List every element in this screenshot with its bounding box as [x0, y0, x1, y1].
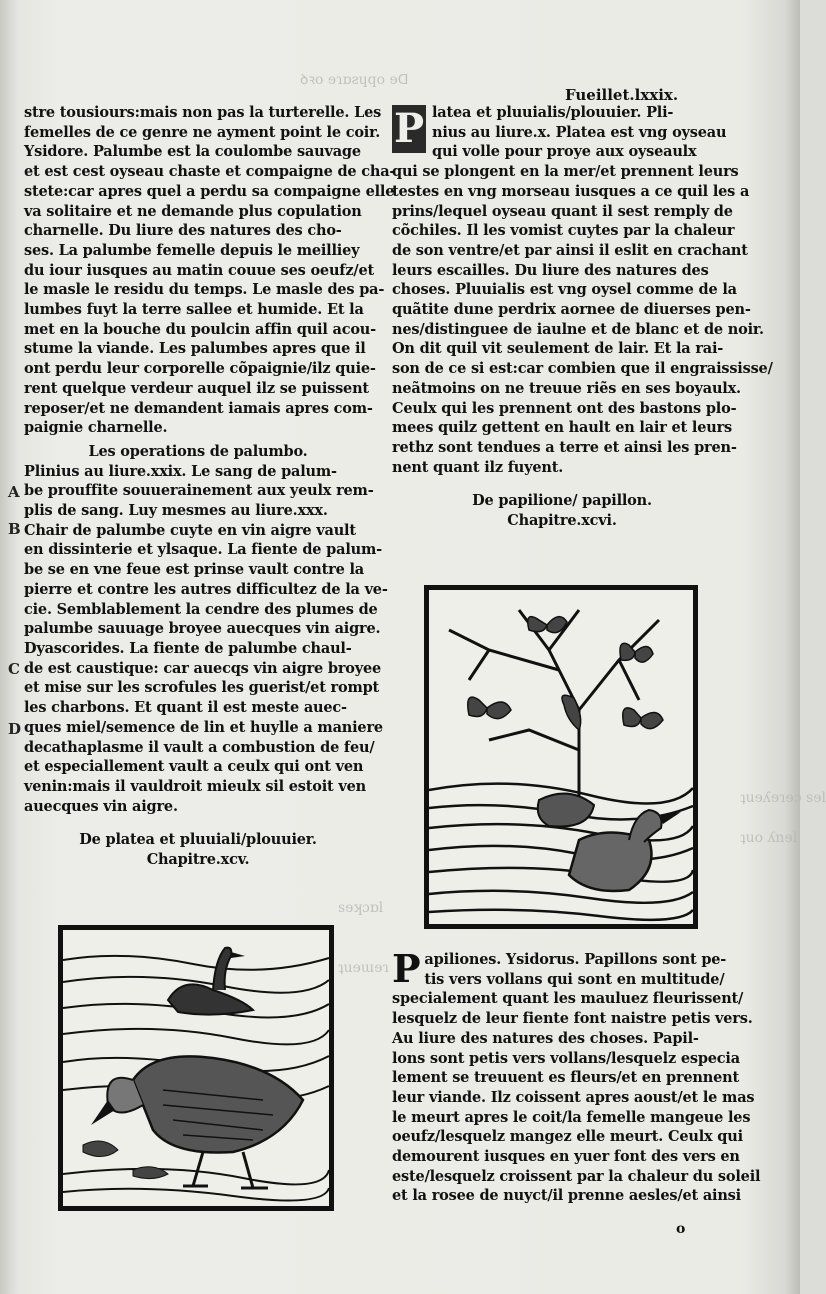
text-line: palumbe sauuage broyee auecques vin aigre.	[24, 620, 381, 638]
section-heading: Les operations de palumbo.	[88, 442, 308, 460]
text-line: met en la bouche du poulcin affin quil acou-	[24, 320, 376, 338]
left-column	[24, 103, 396, 870]
text-line: prins/lequel oyseau quant il sest remply de	[392, 202, 733, 220]
chapter-heading: De papilione/ papillon.	[472, 492, 652, 510]
text-line: decathaplasme il vault a combustion de feu/	[24, 738, 375, 756]
text-line: rent quelque verdeur auquel ilz se puissent	[24, 379, 369, 397]
text-line: choses. Pluuialis est vng oysel comme de la	[392, 281, 737, 299]
text-line: Chair de palumbe cuyte en vin aigre vault	[24, 521, 356, 539]
text-line: du iour iusques au matin couue ses oeufz/et	[24, 261, 374, 279]
text-line: latea et pluuialis/plouuier. Pli-	[432, 104, 674, 121]
text-line: et mise sur les scrofules les guerist/et rompt	[24, 679, 380, 697]
text-line: son de ce si est:car combien que il engraississe/	[392, 360, 773, 378]
text-line: mees quilz gettent en hault en lair et leurs	[392, 419, 732, 437]
woodcut-plover	[58, 925, 334, 1211]
text-line: le masle le residu du temps. Le masle des pa-	[24, 281, 385, 299]
text-line: va solitaire et ne demande plus copulation	[24, 202, 362, 220]
text-line: Dyascorides. La fiente de palumbe chaul-	[24, 639, 352, 657]
text-line: qui se plongent en la mer/et prennent leurs	[392, 163, 739, 181]
text-line: specialement quant les mauluez fleurissent/	[392, 990, 744, 1008]
text-line: On dit quil vit seulement de lair. Et la rai-	[392, 340, 724, 358]
chapter-initial: P	[392, 946, 421, 991]
text-line: qui volle pour proye aux oyseaulx	[432, 143, 697, 161]
text-line: tis vers vollans qui sont en multitude/	[424, 970, 725, 988]
right-column-lower	[392, 946, 761, 1206]
text-line: de son ventre/et par ainsi il eslit en crachant	[392, 241, 748, 259]
plover-woodcut-image	[63, 930, 329, 1206]
text-line: les charbons. Et quant il est meste auec-	[24, 699, 347, 717]
text-line: be se en vne feue est prinse vault contre la	[24, 561, 364, 579]
chapter-heading: De platea et pluuiali/plouuier.	[79, 831, 317, 849]
margin-note-b: B	[8, 520, 21, 538]
text-line: cõchiles. Il les vomist cuytes par la chaleur	[392, 222, 735, 240]
text-line: stume la viande. Les palumbes apres que il	[24, 340, 366, 358]
text-line: plis de sang. Luy mesmes au liure.xxx.	[24, 502, 328, 520]
text-line: este/lesquelz croissent par la chaleur du soleil	[392, 1167, 761, 1185]
running-head: Fueillet.lxxix.	[565, 86, 679, 104]
bleed-through-line: ʇuɘɯɘɿ	[338, 960, 389, 976]
text-line: lesquelz de leur fiente font naistre petis vers.	[392, 1010, 753, 1028]
text-line: auecques vin aigre.	[24, 797, 178, 815]
text-line: oeufz/lesquelz mangez elle meurt. Ceulx qui	[392, 1128, 743, 1146]
text-line: charnelle. Du liure des natures des cho-	[24, 222, 342, 240]
text-line: cie. Semblablement la cendre des plumes de	[24, 600, 378, 618]
text-line: leurs escailles. Du liure des natures des	[392, 261, 709, 279]
text-line: et especiallement vault a ceulx qui ont ven	[24, 758, 364, 776]
margin-note-d: D	[8, 720, 22, 738]
chapter-number: Chapitre.xcv.	[146, 851, 250, 869]
text-line: reposer/et ne demandent iamais apres com-	[24, 399, 373, 417]
bleed-through-line: ʇuɘʎɘɿɘɔ sɘl	[740, 790, 826, 806]
text-line: Au liure des natures des choses. Papil-	[392, 1029, 699, 1047]
bleed-through-line: sɘʞɔɒl	[338, 900, 384, 916]
text-line: rethz sont tendues a terre et ainsi les pren-	[392, 438, 737, 456]
text-line: leur viande. Ilz coissent apres aoust/et le mas	[392, 1088, 755, 1106]
right-column	[392, 103, 773, 531]
folio-mark: o	[676, 1221, 686, 1237]
text-line: ses. La palumbe femelle depuis le meilliey	[24, 241, 360, 259]
text-line: nent quant ilz fuyent.	[392, 458, 564, 476]
text-line: nes/distinguee de iaulne et de blanc et de noir.	[392, 320, 764, 338]
text-line: femelles de ce genre ne ayment point le coir.	[24, 123, 381, 141]
text-line: lons sont petis vers vollans/lesquelz especia	[392, 1049, 740, 1067]
text-line: en dissinterie et ylsaque. La fiente de palum-	[24, 541, 382, 559]
text-line: de est caustique: car auecqs vin aigre broyee	[24, 659, 382, 677]
text-line: ont perdu leur corporelle cõpaignie/ilz quie-	[24, 360, 376, 378]
text-line: quãtite dune perdrix aornee de diuerses pen-	[392, 301, 751, 319]
bleed-through-line: ʇuo ʎnɘl	[740, 830, 798, 846]
text-line: paignie charnelle.	[24, 419, 168, 437]
text-line: Ceulx qui les prennent ont des bastons plo-	[392, 399, 737, 417]
text-line: Plinius au liure.xxix. Le sang de palum-	[24, 462, 337, 480]
text-line: nius au liure.x. Platea est vng oyseau	[432, 123, 727, 141]
text-line: le meurt apres le coit/la femelle mangeue les	[392, 1108, 751, 1126]
text-line: stete:car apres quel a perdu sa compaigne elle	[24, 182, 395, 200]
chapter-number: Chapitre.xcvi.	[507, 512, 617, 530]
text-line: demourent iusques en yuer font des vers en	[392, 1148, 740, 1166]
decorated-initial: P	[392, 105, 426, 153]
text-line: lement se treuuent es fleurs/et en prennent	[392, 1069, 739, 1087]
text-line: venin:mais il vauldroit mieulx sil estoit ven	[24, 777, 366, 795]
text-line: neãtmoins on ne treuue riẽs en ses boyaulx.	[392, 379, 741, 397]
margin-note-a: A	[8, 483, 20, 501]
butterfly-woodcut-image	[429, 590, 693, 924]
text-line: ques miel/semence de lin et huylle a maniere	[24, 718, 383, 736]
text-line: et est cest oyseau chaste et compaigne de cha-	[24, 163, 396, 181]
text-line: apiliones. Ysidorus. Papillons sont pe-	[424, 951, 727, 968]
text-line: pierre et contre les autres difficultez de la ve-	[24, 580, 388, 598]
text-line: be prouffite souuerainement aux yeulx rem-	[24, 482, 374, 500]
margin-note-c: C	[8, 660, 20, 678]
bleed-through-top: ꝺꝛo ɘɿɒƨɥqo ɘᗡ	[300, 72, 409, 88]
text-line: testes en vng morseau iusques a ce quil les a	[392, 182, 750, 200]
woodcut-butterfly	[424, 585, 698, 929]
text-line: lumbes fuyt la terre sallee et humide. Et la	[24, 301, 364, 319]
text-line: stre tousiours:mais non pas la turterelle. Les	[24, 104, 382, 121]
text-line: Ysidore. Palumbe est la coulombe sauvage	[24, 143, 361, 161]
text-line: et la rosee de nuyct/il prenne aesles/et ainsi	[392, 1187, 741, 1205]
